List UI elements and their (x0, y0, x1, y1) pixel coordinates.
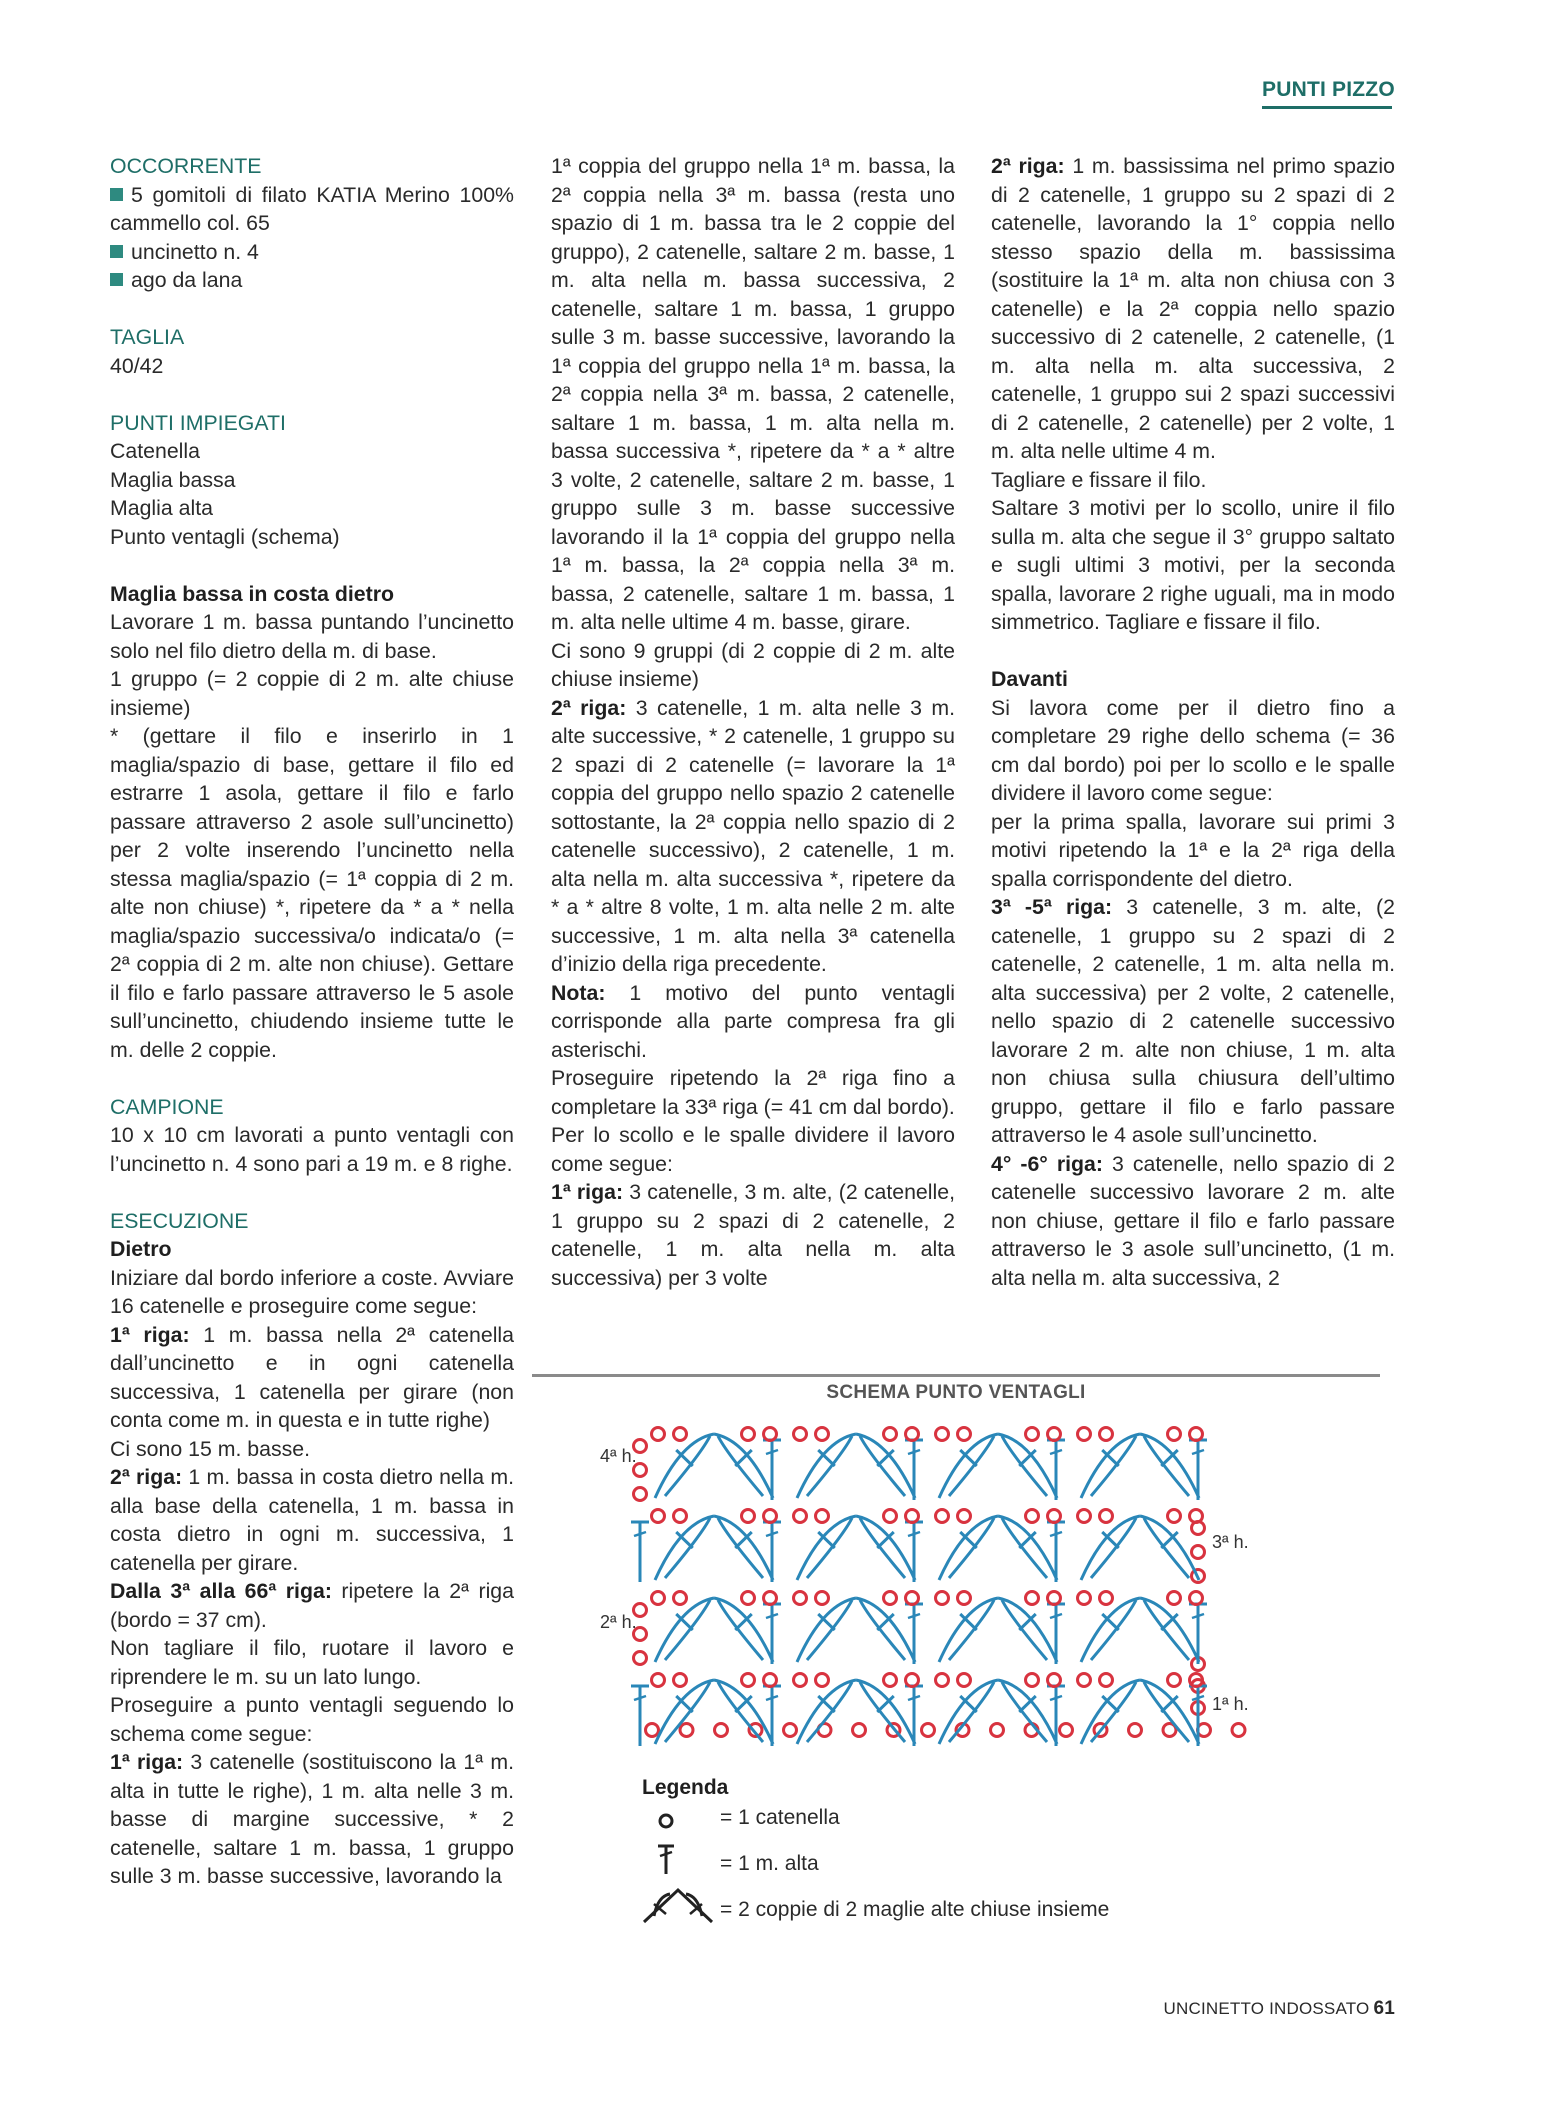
treble-icon (631, 1522, 649, 1582)
chain-icon (674, 1510, 687, 1523)
chain-icon (1232, 1724, 1245, 1737)
bullet-square-icon (110, 273, 123, 286)
treble-icon (1047, 1604, 1065, 1664)
chain-icon (654, 1806, 694, 1836)
chain-icon (652, 1428, 665, 1441)
fan-cluster-icon (640, 1886, 720, 1926)
chain-icon (936, 1428, 949, 1441)
chain-icon (1168, 1510, 1181, 1523)
chain-icon (634, 1652, 647, 1665)
section-underline (1262, 106, 1392, 109)
legend-title: Legenda (642, 1776, 729, 1799)
chain-icon (784, 1724, 797, 1737)
row-label: 1ª h. (1212, 1694, 1249, 1714)
section-label: PUNTI PIZZO (1262, 78, 1395, 101)
fan-cluster-icon (655, 1680, 773, 1744)
taglia-value: 40/42 (110, 353, 164, 378)
chain-icon (1168, 1674, 1181, 1687)
column-1 (110, 152, 514, 1891)
fan-cluster-icon (939, 1516, 1057, 1580)
paragraph: Iniziare dal bordo inferiore a coste. Avviare 16 catenelle e proseguire come segue: (110, 1265, 514, 1318)
chain-icon (936, 1510, 949, 1523)
chain-icon (646, 1724, 659, 1737)
treble-icon (1047, 1522, 1065, 1582)
paragraph: Si lavora come per il dietro fino a completare 29 righe dello schema (= 36 cm dal bordo) poi per lo scollo e le spalle dividere il lavoro come segue: (991, 695, 1395, 805)
chain-icon (958, 1592, 971, 1605)
chain-icon (1100, 1674, 1113, 1687)
paragraph: Tagliare e fissare il filo. (991, 467, 1207, 492)
schema-title: SCHEMA PUNTO VENTAGLI (826, 1382, 1086, 1403)
chain-icon (816, 1428, 829, 1441)
treble-icon (763, 1604, 781, 1664)
paragraph: Proseguire a punto ventagli seguendo lo schema come segue: (110, 1693, 514, 1746)
paragraph: 4° -6° riga: 3 catenelle, nello spazio di 2 catenelle successivo lavorare 2 m. alte non chiuse, gettare il filo e farlo passare attraverso le 3 asole sull’uncinetto, (1 m. alta nella m. alta successiva, 2 (991, 1151, 1395, 1290)
fan-cluster-icon (797, 1516, 915, 1580)
paragraph: Ci sono 9 gruppi (di 2 coppie di 2 m. alte chiuse insieme) (551, 638, 955, 691)
treble-icon (654, 1842, 694, 1878)
chain-icon (674, 1592, 687, 1605)
chain-icon (1060, 1724, 1073, 1737)
campione-heading: CAMPIONE (110, 1094, 224, 1119)
chain-icon (884, 1674, 897, 1687)
treble-icon (905, 1604, 923, 1664)
chain-icon (1026, 1674, 1039, 1687)
column-2 (551, 152, 955, 1292)
fan-cluster-icon (1081, 1598, 1199, 1662)
chain-icon (652, 1510, 665, 1523)
treble-icon (631, 1686, 649, 1746)
chain-icon (1026, 1428, 1039, 1441)
treble-icon (905, 1686, 923, 1746)
chain-icon (958, 1428, 971, 1441)
fan-cluster-icon (939, 1680, 1057, 1744)
page-number: 61 (1373, 1998, 1395, 2019)
chain-icon (884, 1510, 897, 1523)
fan-cluster-icon (655, 1434, 773, 1498)
fan-cluster-icon (655, 1598, 773, 1662)
chain-icon (922, 1724, 935, 1737)
paragraph: 2ª riga: 1 m. bassa in costa dietro nella m. alla base della catenella, 1 m. bassa in costa dietro in ogni m. successiva, 1 catenella per girare. (110, 1465, 515, 1575)
chain-icon (936, 1674, 949, 1687)
treble-icon (905, 1440, 923, 1500)
chain-icon (1078, 1428, 1091, 1441)
fan-cluster-icon (797, 1598, 915, 1662)
crochet-chart (600, 1420, 1280, 1790)
fan-cluster-icon (1081, 1434, 1199, 1498)
esecuzione-heading: ESECUZIONE (110, 1208, 249, 1233)
row-label: 2ª h. (600, 1612, 637, 1632)
chain-icon (1026, 1592, 1039, 1605)
chain-icon (674, 1428, 687, 1441)
chain-icon (794, 1428, 807, 1441)
chain-icon (1168, 1428, 1181, 1441)
chain-icon (991, 1724, 1004, 1737)
chain-icon (742, 1674, 755, 1687)
chain-icon (742, 1510, 755, 1523)
treble-icon (905, 1522, 923, 1582)
punti-item: Punto ventagli (schema) (110, 524, 340, 549)
paragraph: Nota: 1 motivo del punto ventagli corrisponde alla parte compresa fra gli asterischi. (551, 980, 955, 1062)
chain-icon (674, 1674, 687, 1687)
punti-heading: PUNTI IMPIEGATI (110, 410, 286, 435)
paragraph: Dalla 3ª alla 66ª riga: ripetere la 2ª riga (bordo = 37 cm). (110, 1579, 514, 1632)
chain-icon (742, 1428, 755, 1441)
paragraph: Non tagliare il filo, ruotare il lavoro e riprendere le m. su un lato lungo. (110, 1636, 514, 1689)
mbcd-paragraph: Lavorare 1 m. bassa puntando l’uncinetto solo nel filo dietro della m. di base. (110, 610, 514, 663)
paragraph: per la prima spalla, lavorare sui primi 3 motivi ripetendo la 1ª e la 2ª riga della spalla corrispondente del dietro. (991, 809, 1395, 891)
chain-icon (742, 1592, 755, 1605)
chain-icon (1078, 1592, 1091, 1605)
paragraph: 1ª coppia del gruppo nella 1ª m. bassa, la 2ª coppia nella 3ª m. bassa (resta uno spazio di 1 m. bassa tra le 2 coppie del gruppo), 2 catenelle, saltare 2 m. basse, 1 m. alta nella m. bassa successiva, 2 catenelle, saltare 1 m. bassa, 1 gruppo sulle 3 m. basse successive, lavorando la 1ª coppia del gruppo nella 1ª m. bassa, la 2ª coppia nella 3ª m. bassa, 2 catenelle, saltare 1 m. bassa, 1 m. alta nella m. bassa successiva *, ripetere da * a * altre 3 volte, 2 catenelle, saltare 2 m. basse, 1 gruppo sulle 3 m. basse successive lavorando il la 1ª coppia del gruppo nella 1ª m. bassa, la 2ª coppia nella 3ª m. bassa, 2 catenelle, saltare 1 m. bassa, 1 m. alta nelle ultime 4 m. basse, girare. (551, 154, 955, 634)
punti-item: Catenella (110, 439, 200, 463)
davanti-heading: Davanti (991, 667, 1068, 691)
bullet-square-icon (110, 188, 123, 201)
chain-icon (794, 1510, 807, 1523)
paragraph: 3ª -5ª riga: 3 catenelle, 3 m. alte, (2 catenelle, 1 gruppo su 2 spazi di 2 catenelle, 2 catenelle, 1 m. alta nella m. alta successiva) per 2 volte, 2 catenelle, nello spazio di 2 catenelle successivo lavorare 2 m. alte non chiuse, 1 m. alta non chiusa sulla chiusura dell’ultimo gruppo, gettare il filo e farlo passare attraverso le 4 asole sull’uncinetto. (991, 895, 1395, 1147)
chain-icon (958, 1510, 971, 1523)
paragraph: 1ª riga: 3 catenelle (sostituiscono la 1ª m. alta in tutte le righe), 1 m. alta nelle 3 m. basse di margine successive, * 2 catenelle, saltare 1 m. bassa, 1 gruppo sulle 3 m. basse successive, lavorando la (110, 1750, 515, 1888)
chain-icon (652, 1674, 665, 1687)
legend-text: = 1 catenella (720, 1806, 840, 1829)
fan-cluster-icon (939, 1434, 1057, 1498)
chain-icon (715, 1724, 728, 1737)
chain-icon (794, 1674, 807, 1687)
chain-icon (816, 1592, 829, 1605)
occorrente-item: uncinetto n. 4 (110, 238, 514, 267)
paragraph: 2ª riga: 3 catenelle, 1 m. alta nelle 3 m. alte successive, * 2 catenelle, 1 gruppo su 2 spazi di 2 catenelle (= lavorare la 1ª coppia del gruppo nello spazio 2 catenelle sottostante, la 2ª coppia nello spazio di 2 catenelle successivo), 2 catenelle, 1 m. alta nella m. alta successiva *, ripetere da * a * altre 8 volte, 1 m. alta nelle 2 m. alte successive, 1 m. alta nella 3ª catenella d’inizio della riga precedente. (551, 695, 955, 976)
occorrente-item: ago da lana (110, 266, 514, 295)
paragraph: Proseguire ripetendo la 2ª riga fino a completare la 33ª riga (= 41 cm dal bordo). (551, 1066, 955, 1119)
chain-icon (1078, 1510, 1091, 1523)
mbcd-heading: Maglia bassa in costa dietro (110, 581, 395, 606)
chain-icon (652, 1592, 665, 1605)
row-label: 3ª h. (1212, 1532, 1249, 1552)
punti-item: Maglia bassa (110, 467, 236, 492)
chain-icon (680, 1724, 693, 1737)
chain-icon (1100, 1592, 1113, 1605)
paragraph: 1ª riga: 3 catenelle, 3 m. alte, (2 catenelle, 1 gruppo su 2 spazi di 2 catenelle, 2 catenelle, 1 m. alta nella m. alta successiva) per 3 volte (551, 1180, 956, 1290)
chain-icon (936, 1592, 949, 1605)
chain-icon (853, 1724, 866, 1737)
treble-icon (763, 1522, 781, 1582)
chain-icon (1100, 1510, 1113, 1523)
campione-text: 10 x 10 cm lavorati a punto ventagli con l’uncinetto n. 4 sono pari a 19 m. e 8 righe. (110, 1123, 514, 1176)
legend-text: = 2 coppie di 2 maglie alte chiuse insieme (720, 1898, 1110, 1921)
row-label: 4ª h. (600, 1446, 637, 1466)
chain-icon (1078, 1674, 1091, 1687)
legend-text: = 1 m. alta (720, 1852, 819, 1875)
treble-icon (763, 1440, 781, 1500)
treble-icon (1047, 1440, 1065, 1500)
mbcd-paragraph: * (gettare il filo e inserirlo in 1 maglia/spazio di base, gettare il filo ed estrarre 1 asola, gettare il filo e farlo passare attraverso 2 asole sull’uncinetto) per 2 volte inserendo l’uncinetto nella stessa maglia/spazio (= 1ª coppia di 2 m. alte non chiuse) *, ripetere da * a * nella maglia/spazio successiva/o indicata/o (= 2ª coppia di 2 m. alte non chiuse). Gettare il filo e farlo passare attraverso le 5 asole sull’uncinetto, chiudendo insieme tutte le m. delle 2 coppie. (110, 724, 514, 1062)
chain-icon (1168, 1592, 1181, 1605)
paragraph: Saltare 3 motivi per lo scollo, unire il filo sulla m. alta che segue il 3° gruppo saltato e sugli ultimi 3 motivi, per la seconda spalla, lavorare 2 righe uguali, ma in modo simmetrico. Tagliare e fissare il filo. (991, 496, 1395, 634)
paragraph: 1ª riga: 1 m. bassa nella 2ª catenella dall’uncinetto e in ogni catenella successiva, 1 catenella per girare (non conta come m. in questa e in tutte righe) (110, 1322, 515, 1432)
occorrente-heading: OCCORRENTE (110, 154, 262, 178)
paragraph: 2ª riga: 1 m. bassissima nel primo spazio di 2 catenelle, 1 gruppo su 2 spazi di 2 catenelle, lavorando la 1° coppia nello stesso spazio della m. bassissima (sostituire la 1ª m. alta non chiusa con 3 catenelle) e la 2ª coppia nello spazio successivo di 2 catenelle, 2 catenelle, (1 m. alta nella m. alta successiva, 2 catenelle, 1 gruppo sui 2 spazi successivi di 2 catenelle, 2 catenelle) per 2 volte, 1 m. alta nelle ultime 4 m. (991, 154, 1395, 463)
magazine-name: UNCINETTO INDOSSATO (1163, 1999, 1370, 2018)
chain-icon (1129, 1724, 1142, 1737)
fan-cluster-icon (1081, 1516, 1199, 1580)
fan-cluster-icon (797, 1434, 915, 1498)
chain-icon (634, 1488, 647, 1501)
chain-icon (958, 1674, 971, 1687)
chain-icon (816, 1674, 829, 1687)
page-footer (1164, 1998, 1395, 2020)
treble-icon (1189, 1440, 1207, 1500)
chain-icon (1026, 1510, 1039, 1523)
fan-cluster-icon (655, 1516, 773, 1580)
chain-icon (884, 1592, 897, 1605)
chain-icon (1100, 1428, 1113, 1441)
treble-icon (1189, 1604, 1207, 1664)
taglia-heading: TAGLIA (110, 325, 185, 349)
dietro-heading: Dietro (110, 1237, 172, 1261)
paragraph: Ci sono 15 m. basse. (110, 1436, 311, 1461)
schema-divider (532, 1374, 1380, 1377)
mbcd-paragraph: 1 gruppo (= 2 coppie di 2 m. alte chiuse insieme) (110, 667, 514, 720)
occorrente-item: 5 gomitoli di filato KATIA Merino 100% cammello col. 65 (110, 182, 514, 235)
column-3 (991, 152, 1395, 1292)
chain-icon (794, 1592, 807, 1605)
bullet-square-icon (110, 245, 123, 258)
chain-icon (816, 1510, 829, 1523)
paragraph: Per lo scollo e le spalle dividere il lavoro come segue: (551, 1123, 955, 1176)
chain-icon (884, 1428, 897, 1441)
treble-icon (763, 1686, 781, 1746)
chain-icon (1192, 1546, 1205, 1559)
fan-cluster-icon (939, 1598, 1057, 1662)
punti-item: Maglia alta (110, 496, 213, 520)
